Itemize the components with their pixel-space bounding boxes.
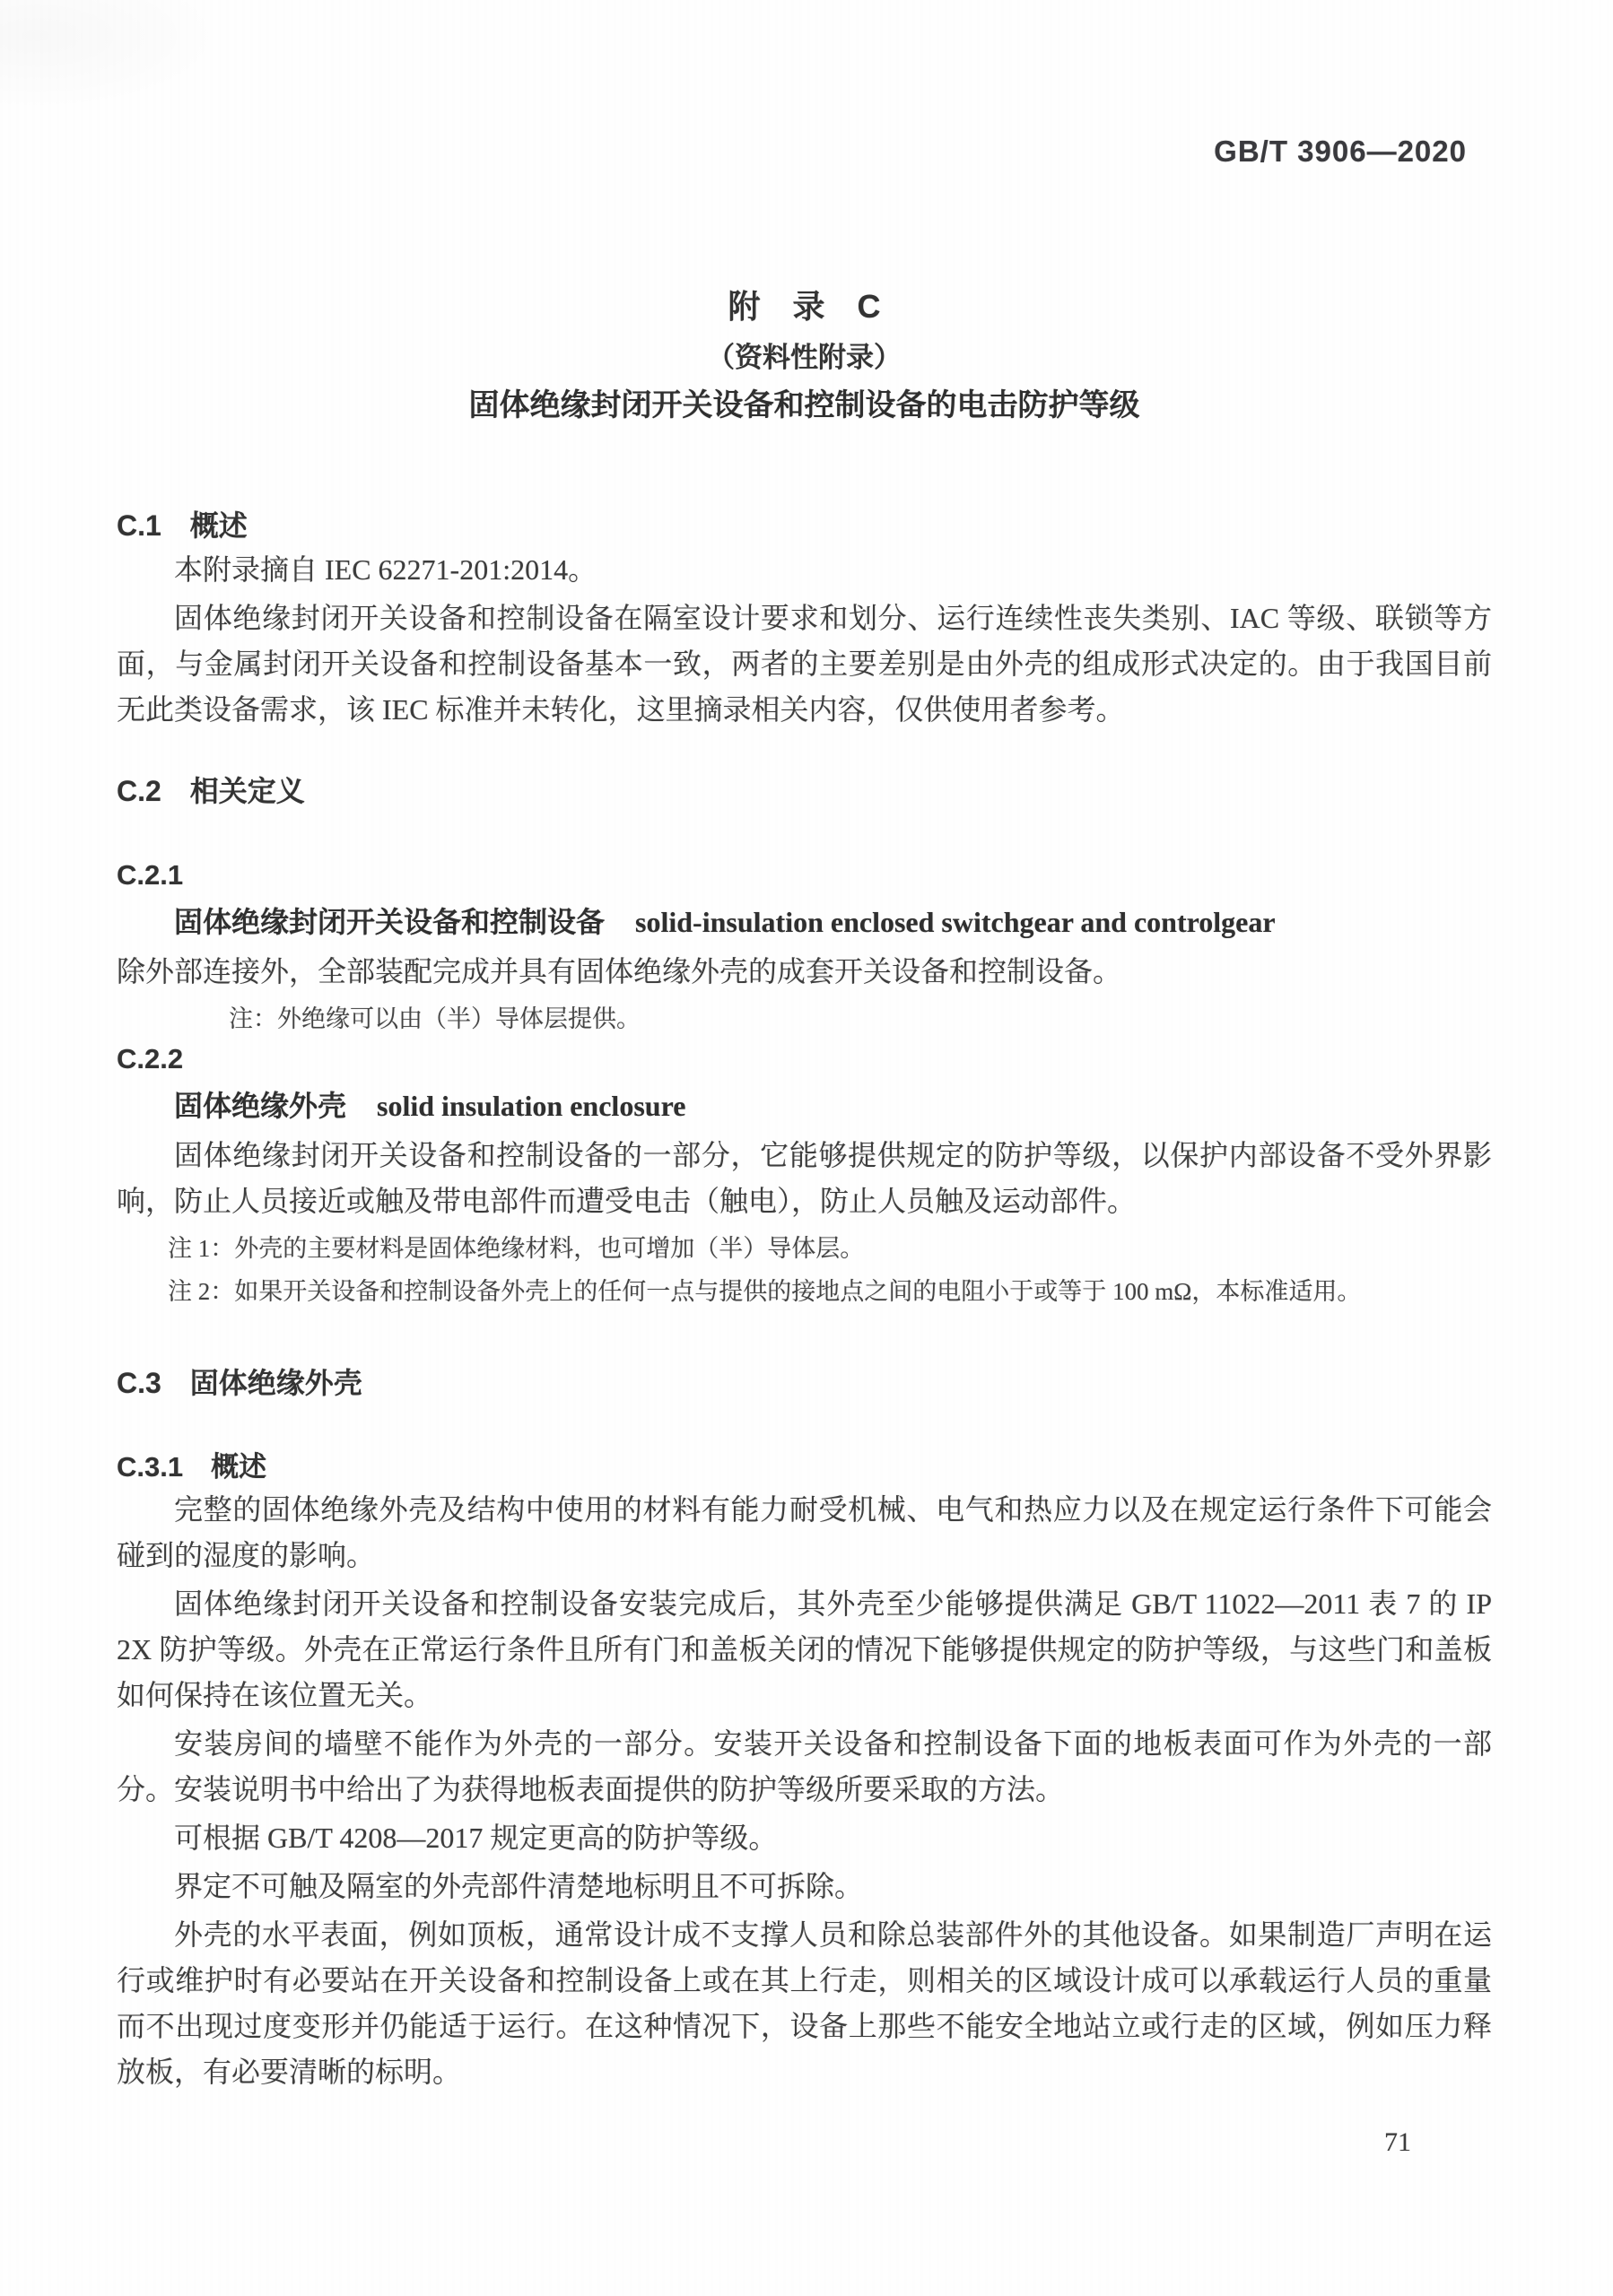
paragraph-c31-ip-rating: 固体绝缘封闭开关设备和控制设备安装完成后，其外壳至少能够提供满足 GB/T 11022—2011 表 7 的 IP 2X 防护等级。外壳在正常运行条件且所有门和盖板关闭的情况下能够提供规定的防护等级，与这些门和盖板如何保持在该位置无关。 <box>117 1587 1492 1711</box>
section-heading-c1: C.1 概述 <box>117 509 248 542</box>
term-english-c22: solid insulation enclosure <box>377 1090 686 1122</box>
appendix-type-note: （资料性附录） <box>707 342 902 373</box>
section-heading-c2: C.2 相关定义 <box>117 775 305 807</box>
term-chinese-c22: 固体绝缘外壳 <box>174 1090 347 1122</box>
page-number: 71 <box>1384 2127 1411 2157</box>
subsection-heading-c31: C.3.1 概述 <box>117 1451 267 1483</box>
term-line-c22 <box>117 1084 1492 1127</box>
subsection-heading-c21: C.2.1 <box>117 859 184 891</box>
section-heading-c3: C.3 固体绝缘外壳 <box>117 1367 362 1399</box>
paragraph-c31-higher-rating: 可根据 GB/T 4208—2017 规定更高的防护等级。 <box>174 1822 778 1854</box>
appendix-label: 附 录 C <box>728 288 881 325</box>
term-chinese-c21: 固体绝缘封闭开关设备和控制设备 <box>174 906 606 938</box>
appendix-title: 固体绝缘封闭开关设备和控制设备的电击防护等级 <box>468 388 1140 422</box>
definition-c22: 固体绝缘封闭开关设备和控制设备的一部分，它能够提供规定的防护等级，以保护内部设备不受外界影响，防止人员接近或触及带电部件而遭受电击（触电），防止人员触及运动部件。 <box>117 1139 1492 1217</box>
paragraph-c31-walls-floor: 安装房间的墙壁不能作为外壳的一部分。安装开关设备和控制设备下面的地板表面可作为外壳的一部分。安装说明书中给出了为获得地板表面提供的防护等级所要采取的方法。 <box>117 1727 1492 1805</box>
paragraph-c31-non-removable: 界定不可触及隔室的外壳部件清楚地标明且不可拆除。 <box>174 1870 864 1902</box>
standard-code: GB/T 3906—2020 <box>1214 135 1467 168</box>
paragraph-c1-source: 本附录摘自 IEC 62271-201:2014。 <box>174 553 597 586</box>
term-line-c21 <box>117 900 1492 944</box>
paragraph-c1-overview: 固体绝缘封闭开关设备和控制设备在隔室设计要求和划分、运行连续性丧失类别、IAC 等级、联锁等方面，与金属封闭开关设备和控制设备基本一致，两者的主要差别是由外壳的组成形式决定的。由于我国目前无此类设备需求，该 IEC 标准并未转化，这里摘录相关内容，仅供使用者参考。 <box>117 602 1492 726</box>
note2-c22: 注 2：如果开关设备和控制设备外壳上的任何一点与提供的接地点之间的电阻小于或等于 100 mΩ，本标准适用。 <box>168 1278 1362 1305</box>
definition-c21: 除外部连接外，全部装配完成并具有固体绝缘外壳的成套开关设备和控制设备。 <box>117 955 1122 987</box>
paragraph-c31-materials: 完整的固体绝缘外壳及结构中使用的材料有能力耐受机械、电气和热应力以及在规定运行条件下可能会碰到的湿度的影响。 <box>117 1493 1492 1571</box>
note-c21: 注：外绝缘可以由（半）导体层提供。 <box>229 1005 641 1032</box>
note1-c22: 注 1：外壳的主要材料是固体绝缘材料，也可增加（半）导体层。 <box>168 1235 865 1262</box>
term-english-c21: solid-insulation enclosed switchgear and controlgear <box>635 906 1276 938</box>
subsection-heading-c22: C.2.2 <box>117 1043 184 1074</box>
paragraph-c31-horizontal-surfaces: 外壳的水平表面，例如顶板，通常设计成不支撑人员和除总装部件外的其他设备。如果制造厂声明在运行或维护时有必要站在开关设备和控制设备上或在其上行走，则相关的区域设计成可以承载运行人员的重量而不出现过度变形并仍能适于运行。在这种情况下，设备上那些不能安全地站立或行走的区域，例如压力释放板，有必要清晰的标明。 <box>117 1918 1492 2088</box>
